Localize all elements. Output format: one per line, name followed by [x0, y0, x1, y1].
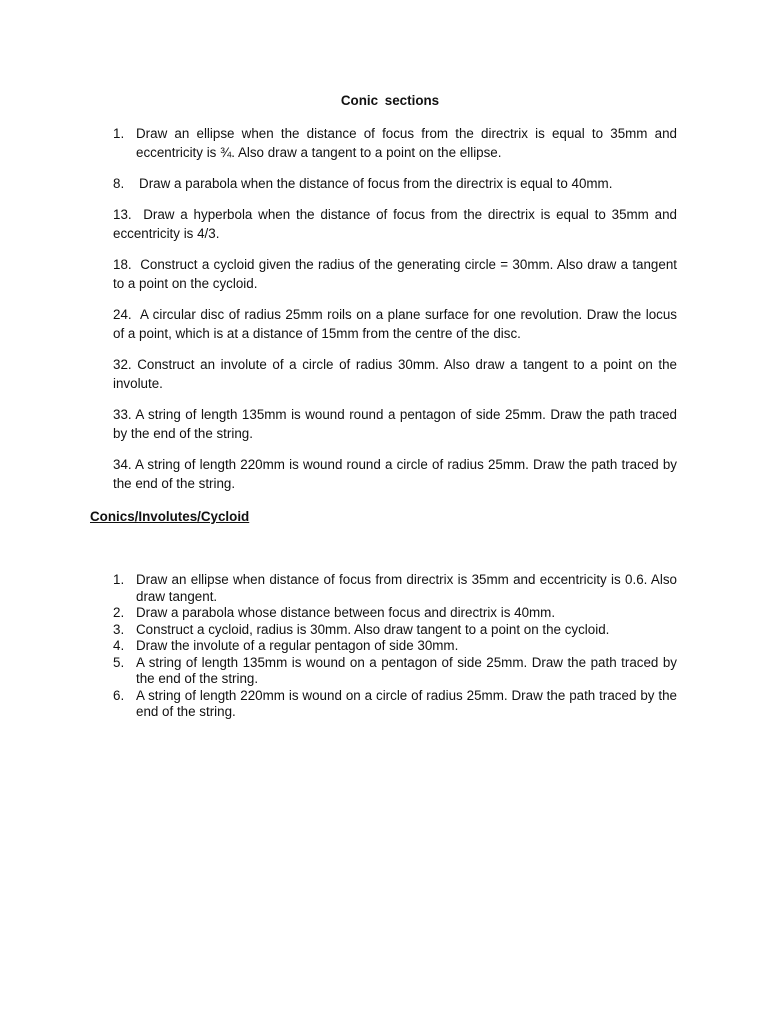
- question-1: [113, 124, 677, 162]
- question-text: Draw an ellipse when the distance of focus from the directrix is equal to 35mm and eccentricity is ¾. Also draw a tangent to a point on the ellipse.: [136, 126, 677, 160]
- list-item-text: Draw the involute of a regular pentagon of side 30mm.: [136, 638, 459, 653]
- question-32: 32. Construct an involute of a circle of radius 30mm. Also draw a tangent to a point on the involute.: [113, 357, 677, 391]
- question-24: 24. A circular disc of radius 25mm roils on a plane surface for one revolution. Draw the locus of a point, which is at a distance of 15mm from the centre of the disc.: [113, 307, 681, 341]
- list-item: [113, 572, 677, 605]
- section-heading: Conics/Involutes/Cycloid: [90, 509, 250, 524]
- question-34: 34. A string of length 220mm is wound round a circle of radius 25mm. Draw the path traced by the end of the string.: [113, 457, 677, 491]
- list-item-text: Draw a parabola whose distance between focus and directrix is 40mm.: [136, 605, 556, 620]
- list-item-text: A string of length 220mm is wound on a circle of radius 25mm. Draw the path traced by the end of the string.: [136, 687, 677, 719]
- question-13: 13. Draw a hyperbola when the distance of focus from the directrix is equal to 35mm and eccentricity is 4/3.: [113, 207, 681, 241]
- question-18: 18. Construct a cycloid given the radius of the generating circle = 30mm. Also draw a tangent to a point on the cycloid.: [113, 257, 681, 291]
- list-item-number: 6.: [113, 687, 125, 703]
- conic-sections-list: [113, 124, 681, 505]
- list-item: [113, 688, 677, 721]
- list-item-number: 5.: [113, 654, 125, 670]
- conics-involutes-cycloid-list: [113, 572, 677, 721]
- list-item: [113, 638, 677, 655]
- question-8: 8. Draw a parabola when the distance of focus from the directrix is equal to 40mm.: [113, 176, 613, 191]
- page-title: Conic sections: [340, 93, 440, 108]
- question-33: 33. A string of length 135mm is wound round a pentagon of side 25mm. Draw the path traced by the end of the string.: [113, 407, 677, 441]
- list-item-number: 2.: [113, 605, 125, 620]
- question-number: 1.: [113, 126, 125, 141]
- list-item-number: 4.: [113, 638, 125, 653]
- list-item: [113, 655, 677, 688]
- list-item-number: 1.: [113, 572, 125, 587]
- list-item-text: Construct a cycloid, radius is 30mm. Also draw tangent to a point on the cycloid.: [136, 621, 610, 637]
- list-item-number: 3.: [113, 621, 125, 637]
- list-item: [113, 622, 677, 639]
- list-item: [113, 605, 677, 622]
- list-item-text: A string of length 135mm is wound on a pentagon of side 25mm. Draw the path traced by the end of the string.: [136, 654, 677, 686]
- list-item-text: Draw an ellipse when distance of focus from directrix is 35mm and eccentricity is 0.6. Also draw tangent.: [136, 572, 677, 604]
